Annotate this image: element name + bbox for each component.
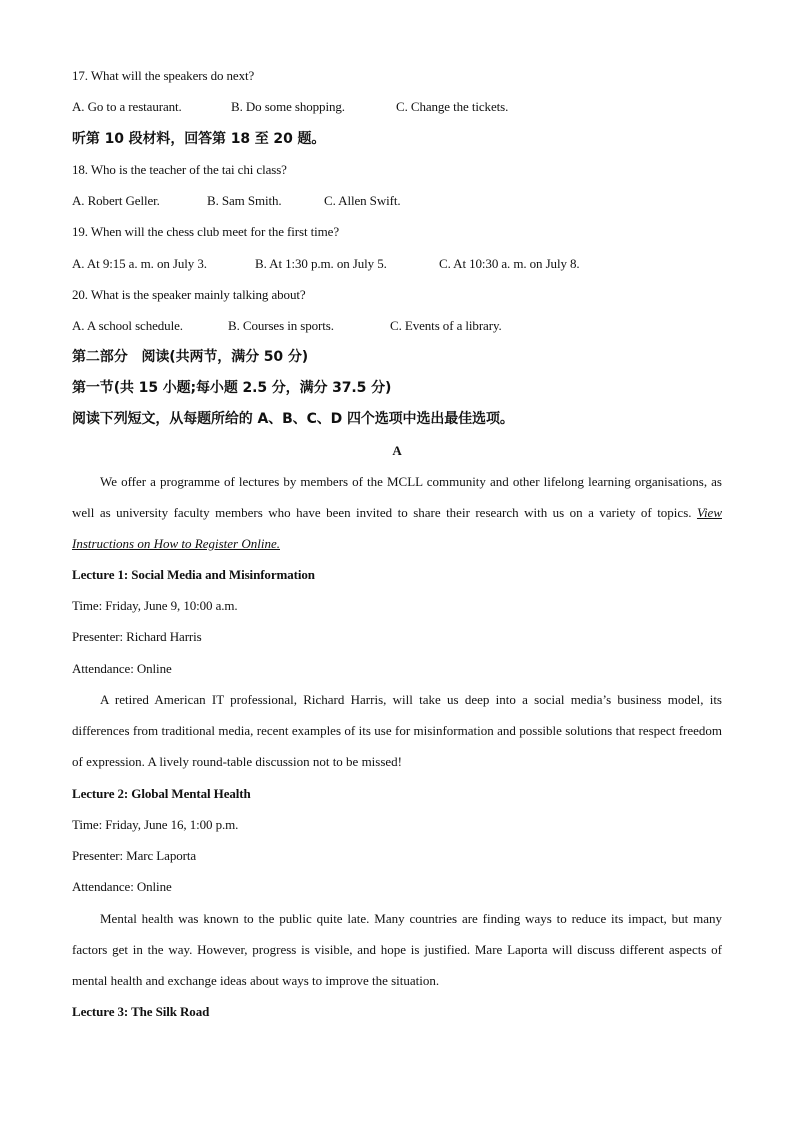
- option-b: B. Do some shopping.: [231, 99, 345, 114]
- lecture-2-description: Mental health was known to the public quite late. Many countries are finding ways to reduce its impact, but many factors get in the way. However, progress is visible, and hope is justified. Mare Laporta will discuss different aspects of mental health and exchange ideas about ways to improve the situation.: [72, 911, 722, 988]
- lecture-1-attendance: Attendance: Online: [72, 661, 172, 676]
- register-online-link[interactable]: View Instructions on How to Register Online.: [72, 505, 722, 551]
- option-c: C. At 10:30 a. m. on July 8.: [439, 256, 580, 271]
- option-b: B. At 1:30 p.m. on July 5.: [255, 256, 387, 271]
- option-c: C. Events of a library.: [390, 318, 502, 333]
- section-one-header: 第一节(共 15 小题;每小题 2.5 分，满分 37.5 分): [72, 380, 392, 396]
- lecture-2-time: Time: Friday, June 16, 1:00 p.m.: [72, 817, 239, 832]
- lecture-3-title: Lecture 3: The Silk Road: [72, 1004, 210, 1019]
- option-b: B. Courses in sports.: [228, 318, 334, 333]
- option-b: B. Sam Smith.: [207, 193, 282, 208]
- lecture-2-attendance: Attendance: Online: [72, 879, 172, 894]
- intro-paragraph: [72, 466, 722, 559]
- option-a: A. A school schedule.: [72, 318, 183, 333]
- section-10-header: 听第 10 段材料，回答第 18 至 20 题。: [72, 131, 326, 147]
- lecture-2-title: Lecture 2: Global Mental Health: [72, 786, 251, 801]
- lecture-1-time: Time: Friday, June 9, 10:00 a.m.: [72, 598, 238, 613]
- option-c: C. Change the tickets.: [396, 99, 509, 114]
- question-19: 19. When will the chess club meet for the first time?: [72, 224, 340, 239]
- option-c: C. Allen Swift.: [324, 193, 401, 208]
- lecture-1-title: Lecture 1: Social Media and Misinformation: [72, 567, 315, 582]
- question-20: 20. What is the speaker mainly talking about?: [72, 287, 306, 302]
- option-a: A. Robert Geller.: [72, 193, 160, 208]
- question-17: 17. What will the speakers do next?: [72, 68, 255, 83]
- option-a: A. At 9:15 a. m. on July 3.: [72, 256, 207, 271]
- intro-text: We offer a programme of lectures by members of the MCLL community and other lifelong learning organisations, as well as university faculty members who have been invited to share their research with us on a variety of topics.: [72, 474, 722, 520]
- question-18: 18. Who is the teacher of the tai chi class?: [72, 162, 287, 177]
- option-a: A. Go to a restaurant.: [72, 99, 182, 114]
- passage-letter: A: [392, 443, 402, 458]
- part-two-header: 第二部分 阅读(共两节，满分 50 分): [72, 349, 309, 365]
- reading-instructions: 阅读下列短文，从每题所给的 A、B、C、D 四个选项中选出最佳选项。: [72, 411, 514, 427]
- lecture-2-presenter: Presenter: Marc Laporta: [72, 848, 197, 863]
- lecture-1-presenter: Presenter: Richard Harris: [72, 629, 202, 644]
- lecture-1-description: A retired American IT professional, Richard Harris, will take us deep into a social media’s business model, its differences from traditional media, recent examples of its use for misinformation and possible solutions that respect freedom of expression. A lively round-table discussion not to be missed!: [72, 692, 722, 769]
